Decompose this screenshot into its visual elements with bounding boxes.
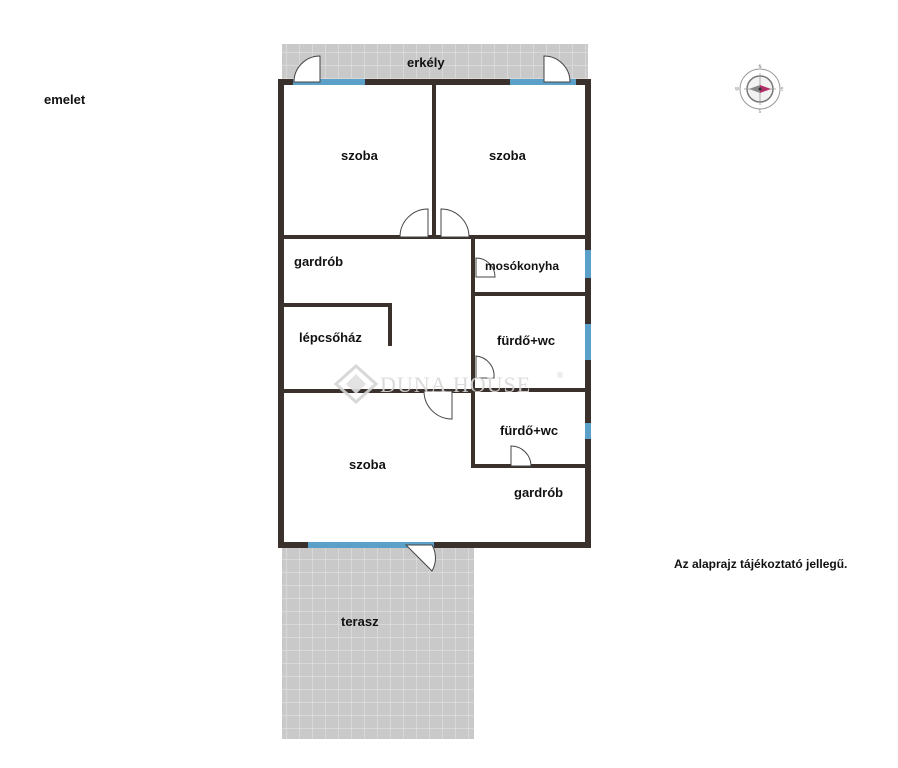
label-room-top-right: szoba xyxy=(489,148,526,163)
compass-north: N xyxy=(758,64,762,69)
label-room-top-left: szoba xyxy=(341,148,378,163)
label-terrace: terasz xyxy=(341,614,379,629)
label-closet-lower: gardrób xyxy=(514,485,564,500)
compass-west: W xyxy=(735,86,739,92)
label-bathroom-1: fürdő+wc xyxy=(497,333,556,348)
window-bath-2 xyxy=(585,423,591,439)
label-balcony: erkély xyxy=(407,55,445,70)
disclaimer-text: Az alaprajz tájékoztató jellegű. xyxy=(674,557,848,571)
window-bath-1 xyxy=(585,324,591,360)
label-staircase: lépcsőház xyxy=(299,330,362,345)
window-laundry xyxy=(585,250,591,278)
terrace-area xyxy=(282,545,474,739)
compass-east: E xyxy=(781,86,784,92)
label-room-bottom: szoba xyxy=(349,457,386,472)
label-closet-upper: gardrób xyxy=(294,254,344,269)
compass-south: S xyxy=(758,109,762,114)
watermark-registered: ® xyxy=(556,371,564,380)
compass-icon xyxy=(735,64,784,114)
floor-label: emelet xyxy=(44,92,86,107)
watermark-brand: DUNA HOUSE xyxy=(380,372,532,397)
label-laundry: mosókonyha xyxy=(485,259,560,273)
label-bathroom-2: fürdő+wc xyxy=(500,423,559,438)
